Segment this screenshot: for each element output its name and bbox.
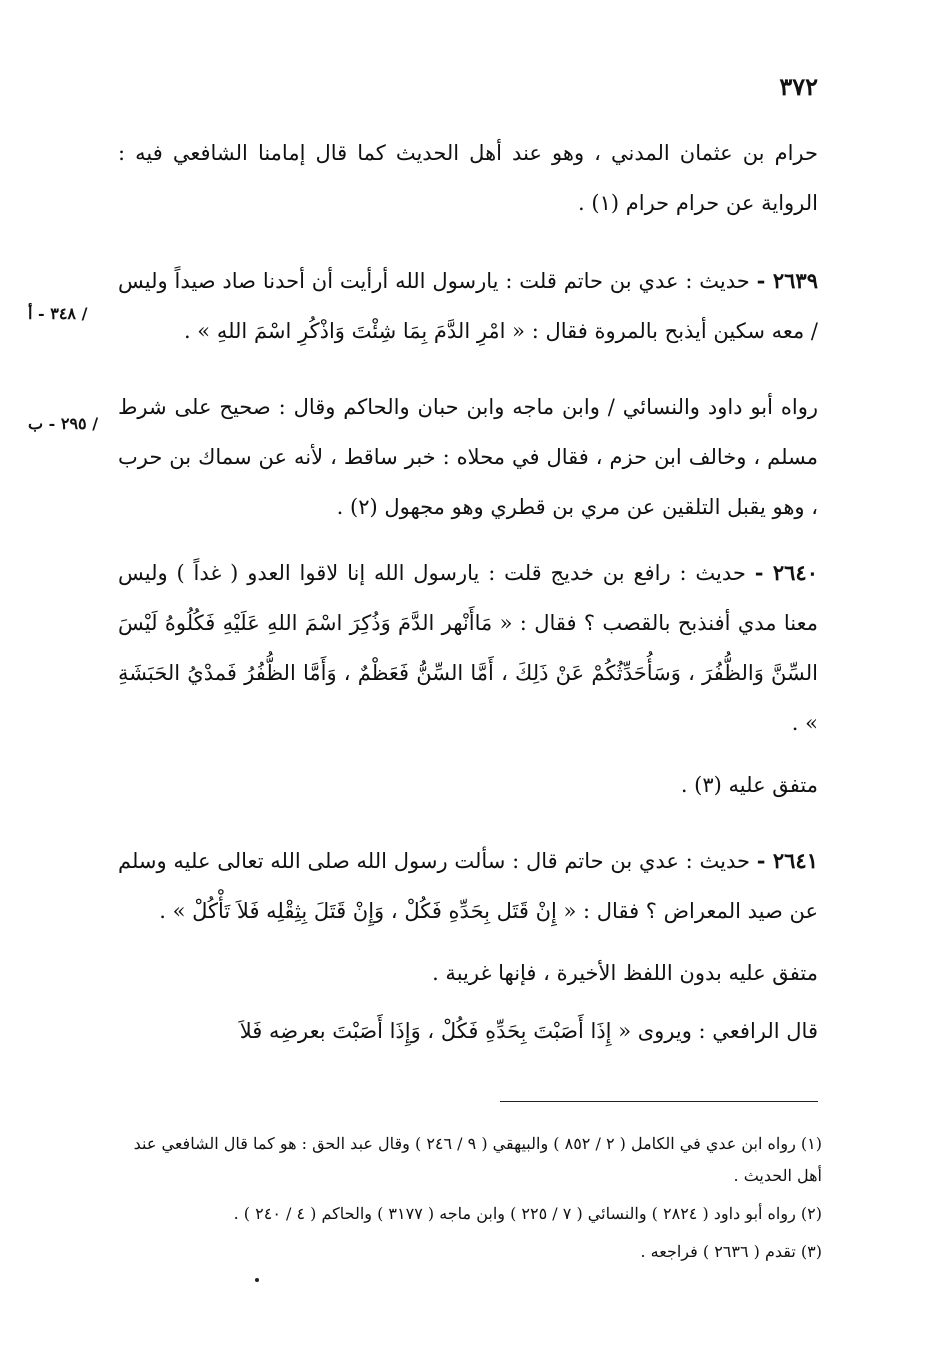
footnote: (٢) رواه أبو داود ( ٢٨٢٤ ) والنسائي ( ٧ / ٢٢٥ ) وابن ماجه ( ٣١٧٧ ) والحاكم ( ٤ / ٢٤٠ ) . <box>233 1204 822 1223</box>
paragraph-text: متفق عليه (٣) . <box>680 773 818 797</box>
hadith-text: حديث : عدي بن حاتم قلت : يارسول الله أرأيت أن أحدنا صاد صيداً وليس / معه سكين أيذبح بالمروة فقال : « امْرِ الدَّمَ بِمَا شِئْتَ وَاذْكُرِ اسْمَ اللهِ » . <box>118 269 818 343</box>
hadith-text: حديث : رافع بن خديج قلت : يارسول الله إنا لاقوا العدو ( غداً ) وليس معنا مدي أفنذبح بالقصب ؟ فقال : « مَاأَنْهر الدَّمَ وَذُكِرَ اسْمَ اللهِ عَلَيْهِ فَكُلُوهُ لَيْسَ السِّنَّ وَالظُّفُرَ ، وَسَأُحَدِّثُكُمْ عَنْ ذَلِكَ ، أَمَّا السِّنُّ فَعَظْمٌ ، وَأَمَّا الظُّفُرُ فَمدْيُ الحَبَشَةِ » . <box>118 561 818 735</box>
footnotes <box>130 1128 822 1274</box>
paragraph <box>118 760 818 810</box>
paragraph-text: قال الرافعي : ويروى « إِذَا أَصَبْتَ بِحَدِّهِ فَكُلْ ، وَإِذَا أَصَبْتَ بعرضِه فَلاَ <box>239 1019 818 1043</box>
paragraph-text: رواه أبو داود والنسائي / وابن ماجه وابن حبان والحاكم وقال : صحيح على شرط مسلم ، وخالف ابن حزم ، فقال في محلاه : خبر ساقط ، لأنه عن سماك بن حرب ، وهو يقبل التلقين عن مري بن قطري وهو مجهول (٢) . <box>118 395 819 519</box>
hadith-2641 <box>118 836 818 936</box>
margin-note-manuscript-a: / ٣٤٨ - أ <box>28 304 88 323</box>
paragraph <box>118 128 818 228</box>
footnote: (٣) تقدم ( ٢٦٣٦ ) فراجعه . <box>640 1242 822 1261</box>
footnote: (١) رواه ابن عدي في الكامل ( ٢ / ٨٥٢ ) والبيهقي ( ٩ / ٢٤٦ ) وقال عبد الحق : هو كما قال الشافعي عند أهل الحديث . <box>133 1134 822 1185</box>
main-text <box>118 128 818 1072</box>
paragraph-text: متفق عليه بدون اللفظ الأخيرة ، فإنها غريبة . <box>432 961 818 985</box>
hadith-number: ٢٦٤٠ - <box>754 560 818 585</box>
hadith-text: حديث : عدي بن حاتم قال : سألت رسول الله صلى الله تعالى عليه وسلم عن صيد المعراض ؟ فقال : « إِنْ قَتَل بِحَدِّهِ فَكُلْ ، وَإِنْ قَتَلَ بِثِقْلِه فَلاَ تَأْكُلْ » . <box>118 849 818 923</box>
hadith-number: ٢٦٣٩ - <box>756 268 818 293</box>
page-number: ٣٧٢ <box>779 72 818 101</box>
margin-note-manuscript-b: / ٢٩٥ - ب <box>28 414 99 433</box>
paragraph <box>118 382 818 532</box>
ink-dot <box>255 1278 259 1282</box>
hadith-number: ٢٦٤١ - <box>756 848 818 873</box>
footnote-separator <box>500 1101 818 1102</box>
paragraph-text: حرام بن عثمان المدني ، وهو عند أهل الحديث كما قال إمامنا الشافعي فيه : الرواية عن حرام حرام (١) . <box>118 141 818 215</box>
hadith-2639 <box>118 256 818 356</box>
paragraph <box>118 948 818 998</box>
hadith-2640 <box>118 548 818 748</box>
paragraph <box>118 1006 818 1056</box>
